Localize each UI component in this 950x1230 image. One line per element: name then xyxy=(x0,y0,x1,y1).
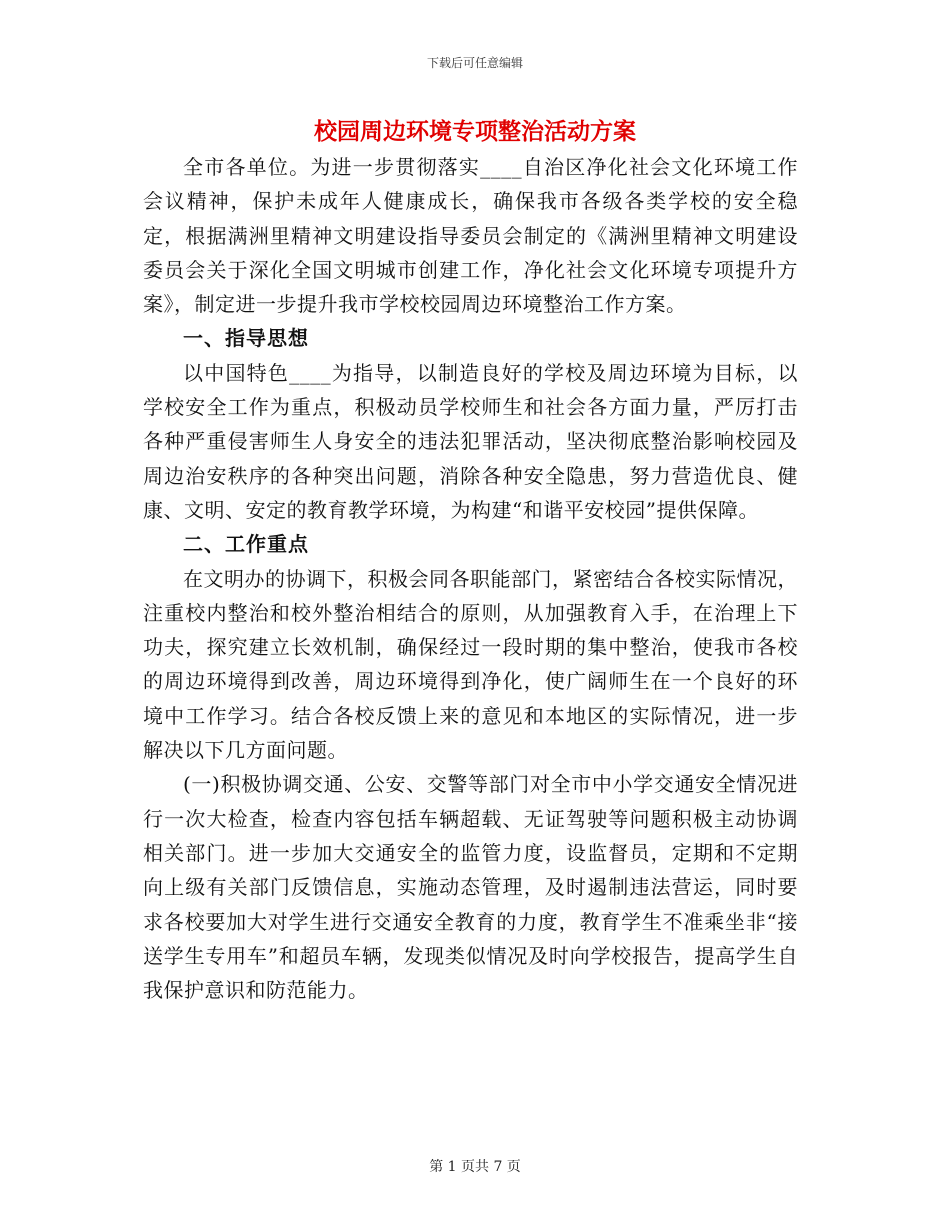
intro-paragraph: 全市各单位。为进一步贯彻落实____自治区净化社会文化环境工作会议精神，保护未成年人健康成长，确保我市各级各类学校的安全稳定，根据满洲里精神文明建设指导委员会制定的《满洲里精神文明建设委员会关于深化全国文明城市创建工作，净化社会文化环境专项提升方案》，制定进一步提升我市学校校园周边环境整治工作方案。 xyxy=(143,155,798,317)
section-heading-work-focus: 二、工作重点 xyxy=(183,532,309,557)
header-note: 下载后可任意编辑 xyxy=(426,56,523,70)
work-focus-paragraph: 在文明办的协调下，积极会同各职能部门，紧密结合各校实际情况，注重校内整治和校外整治相结合的原则，从加强教育入手，在治理上下功夫，探究建立长效机制，确保经过一段时期的集中整治，使我市各校的周边环境得到改善，周边环境得到净化，使广阔师生在一个良好的环境中工作学习。结合各校反馈上来的意见和本地区的实际情况，进一步解决以下几方面问题。 xyxy=(143,566,798,763)
document-body xyxy=(143,150,798,1007)
guiding-ideology-paragraph: 以中国特色____为指导，以制造良好的学校及周边环境为目标，以学校安全工作为重点，积极动员学校师生和社会各方面力量，严厉打击各种严重侵害师生人身安全的违法犯罪活动，坚决彻底整治影响校园及周边治安秩序的各种突出问题，消除各种安全隐患，努力营造优良、健康、文明、安定的教育教学环境，为构建“和谐平安校园”提供保障。 xyxy=(143,360,798,522)
document-title: 校园周边环境专项整治活动方案 xyxy=(314,118,636,145)
traffic-safety-paragraph: (一)积极协调交通、公安、交警等部门对全市中小学交通安全情况进行一次大检查，检查内容包括车辆超载、无证驾驶等问题积极主动协调相关部门。进一步加大交通安全的监管力度，设监督员，定期和不定期向上级有关部门反馈信息，实施动态管理，及时遏制违法营运，同时要求各校要加大对学生进行交通安全教育的力度，教育学生不准乘坐非“接送学生专用车”和超员车辆，发现类似情况及时向学校报告，提高学生自我保护意识和防范能力。 xyxy=(143,772,798,1003)
page-footer: 第 1 页共 7 页 xyxy=(429,1159,521,1175)
section-heading-guiding-ideology: 一、指导思想 xyxy=(183,326,309,351)
